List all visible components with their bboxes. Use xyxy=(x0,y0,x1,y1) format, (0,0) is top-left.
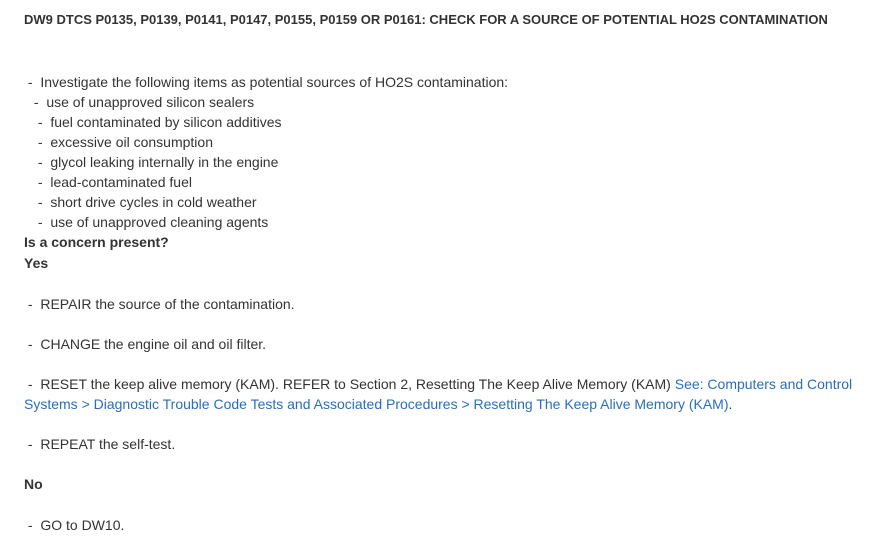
yes-step-change xyxy=(24,334,266,354)
dash: - xyxy=(30,94,47,110)
yes-label: Yes xyxy=(24,255,49,271)
dash: - xyxy=(24,74,41,90)
list-item xyxy=(34,132,213,152)
dash: - xyxy=(24,376,41,392)
page-title: DW9 DTCS P0135, P0139, P0141, P0147, P0155, P0159 OR P0161: CHECK FOR A SOURCE OF POTENTIAL HO2S CONTAMINATION xyxy=(24,12,828,27)
list-item-text: excessive oil consumption xyxy=(50,134,213,150)
period: . xyxy=(728,396,733,412)
dash: - xyxy=(24,436,41,452)
list-item xyxy=(34,112,281,132)
yes-step-repair xyxy=(24,294,295,314)
dash: - xyxy=(24,517,41,533)
yes-step-repeat xyxy=(24,434,175,454)
list-item xyxy=(34,152,278,172)
dash: - xyxy=(24,336,41,352)
dash: - xyxy=(34,174,51,190)
dash: - xyxy=(34,154,51,170)
list-item xyxy=(34,212,268,232)
intro-line xyxy=(24,72,508,92)
intro-text: Investigate the following items as potential sources of HO2S contamination: xyxy=(40,74,509,90)
list-item-text: glycol leaking internally in the engine xyxy=(50,154,279,170)
dash: - xyxy=(34,214,51,230)
dash: - xyxy=(24,296,41,312)
list-item-text: short drive cycles in cold weather xyxy=(50,194,257,210)
list-item-text: use of unapproved silicon sealers xyxy=(46,94,255,110)
resetting-kam-link[interactable]: See: Computers and Control Systems > Diagnostic Trouble Code Tests and Associated Procedures > Resetting The Keep Alive Memory (KAM) xyxy=(24,376,853,412)
question: Is a concern present? xyxy=(24,234,169,250)
list-item-text: lead-contaminated fuel xyxy=(50,174,192,190)
list-item xyxy=(34,172,192,192)
dash: - xyxy=(34,134,51,150)
step-text: GO to DW10. xyxy=(40,517,125,533)
step-text: CHANGE the engine oil and oil filter. xyxy=(40,336,267,352)
step-text: RESET the keep alive memory (KAM). REFER to Section 2, Resetting The Keep Alive Memory (KAM) xyxy=(40,376,671,392)
yes-step-reset xyxy=(24,374,854,414)
step-text: REPEAT the self-test. xyxy=(40,436,176,452)
list-item-text: use of unapproved cleaning agents xyxy=(50,214,269,230)
dash: - xyxy=(34,194,51,210)
list-item-text: fuel contaminated by silicon additives xyxy=(50,114,282,130)
step-text: REPAIR the source of the contamination. xyxy=(40,296,295,312)
no-step xyxy=(24,515,124,535)
no-label: No xyxy=(24,476,43,492)
dash: - xyxy=(34,114,51,130)
list-item xyxy=(34,192,257,212)
list-item xyxy=(30,92,254,112)
